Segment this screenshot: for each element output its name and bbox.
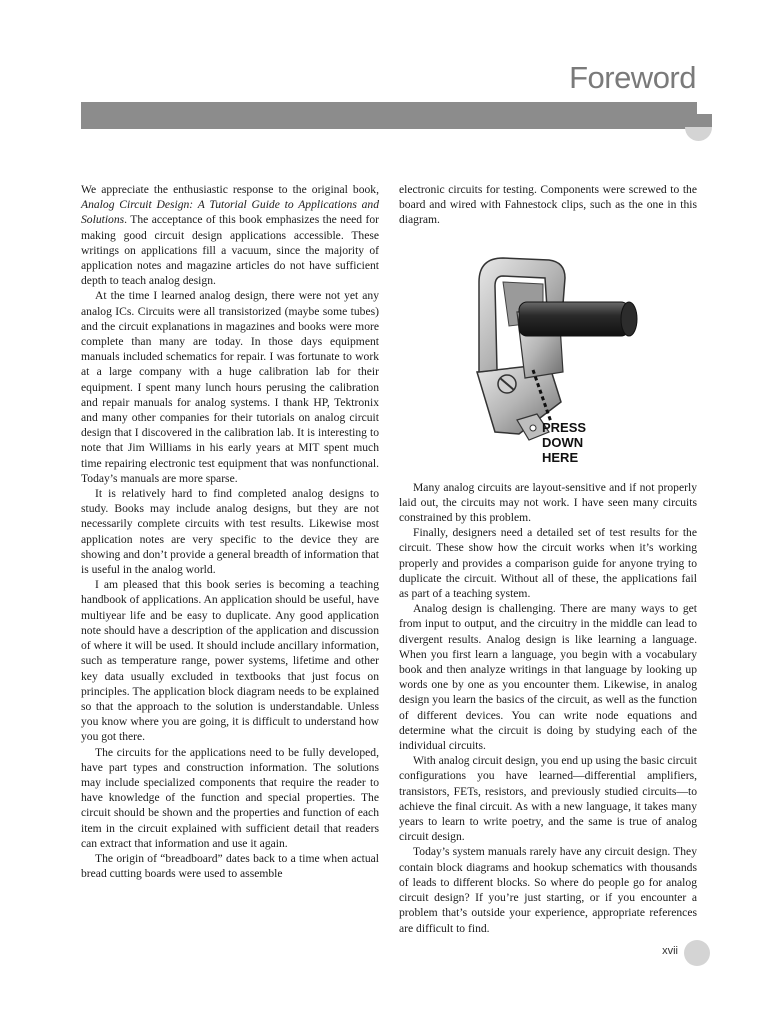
figure-caption-line-2: DOWN bbox=[542, 434, 584, 450]
left-paragraph-6: The origin of “breadboard” dates back to a time when actual bread cutting boards were used to assemble bbox=[81, 851, 379, 881]
right-paragraph-5: With analog circuit design, you end up using the basic circuit configurations you have learned—differential amplifiers, transistors, FETs, resistors, and previously studied circuits—to achieve the final circuit. As with a new language, it takes many years to learn to write poetry, and the same is true of analog circuit design. bbox=[399, 754, 697, 844]
left-paragraph-5: The circuits for the applications need to be fully developed, have part types and construction information. The solutions may include specialized components that require the reader to have knowledge of the function and special properties. The circuit should be shown and the properties and function of each item in the circuit explained with sufficient detail that readers can extract that information and use it again. bbox=[81, 745, 379, 850]
figure-caption-line-3: HERE bbox=[542, 449, 579, 462]
right-paragraph-2: Many analog circuits are layout-sensitive and if not properly laid out, the circuits may not work. I have seen many circuits constrained by this problem. bbox=[399, 480, 697, 525]
left-column bbox=[81, 182, 379, 881]
header-bar bbox=[81, 102, 697, 129]
figure-caption-line-1: PRESS bbox=[542, 419, 587, 435]
page-number: xvii bbox=[662, 945, 678, 957]
right-paragraph-1: electronic circuits for testing. Components were screwed to the board and wired with Fahnestock clips, such as the one in this diagram. bbox=[399, 183, 697, 227]
left-paragraph-4: I am pleased that this book series is becoming a teaching handbook of applications. An application should be useful, have multiyear life and be easy to duplicate. Any good application note should have a description of the application and discussion of where it will be used. It should include ancillary information, such as temperature range, power systems, lifetime and other key data usually excluded in textbooks that just focus on principles. The application block diagram needs to be explained so that the approach to the solution is understandable. Unless you know where you are going, it is difficult to understand how you got there. bbox=[81, 578, 379, 744]
chapter-title: Foreword bbox=[569, 60, 696, 95]
left-paragraph-3: It is relatively hard to find completed analog designs to study. Books may include analog designs, but they are not necessarily complete circuits with test results. Likewise most application notes are very specific to the device they are showing and don’t provide a general breadth of information that is useful in the analog world. bbox=[81, 487, 379, 577]
left-paragraph-2: At the time I learned analog design, there were not yet any analog ICs. Circuits were all transistorized (maybe some tubes) and the circuit explanations in magazines and books were more complete than many are today. In those days equipment manuals included schematics for repair. I was fortunate to work at a large company with a huge calibration lab for their equipment. I spent many lunch hours perusing the calibration and repair manuals for analog systems. I thank HP, Tektronix and many other companies for their tutorials on analog circuit design that I discovered in the calibration lab. It is interesting to note that Jim Williams in his early years at MIT spent much time repairing electronic test equipment that was nonfunctional. Today’s manuals are more sparse. bbox=[81, 289, 379, 485]
right-paragraph-4: Analog design is challenging. There are many ways to get from input to output, and the circuitry in the middle can lead to divergent results. Analog design is like learning a language. When you first learn a language, you begin with a vocabulary book and then analyze writings in that language by looking up words one by one as you encounter them. Likewise, in analog design you learn the basics of the circuit, as well as the function of different devices. You can write node equations and determine what the circuit is doing by studying each of the individual circuits. bbox=[399, 602, 697, 753]
book-title: Analog Circuit Design: A Tutorial Guide to Applications and Solutions bbox=[81, 198, 379, 227]
right-column bbox=[399, 182, 697, 936]
page-number-marker bbox=[684, 940, 710, 966]
right-paragraph-6: Today’s system manuals rarely have any circuit design. They contain block diagrams and hookup schematics with thousands of leads to different blocks. So where do people go for analog circuit design? If you’re just starting, or if you encounter a problem that’s outside your experience, appropriate references are difficult to find. bbox=[399, 845, 697, 935]
fahnestock-clip-figure bbox=[399, 252, 697, 462]
right-paragraph-3: Finally, designers need a detailed set of test results for the circuit. These show how the circuit works when it’s working properly and provides a comparison guide for anyone trying to duplicate the circuit. Without all of these, the applications fail as part of a teaching system. bbox=[399, 526, 697, 601]
page-tab-marker-overlap bbox=[685, 114, 712, 127]
left-paragraph-1: We appreciate the enthusiastic response to the original book, Analog Circuit Design: A Tutorial Guide to Applications and Solutions. The acceptance of this book emphasizes the need for making good circuit design applications accessible. These writings on applications fill a vacuum, since the majority of application notes and magazine articles do not have sufficient depth to teach analog design. bbox=[81, 183, 379, 288]
